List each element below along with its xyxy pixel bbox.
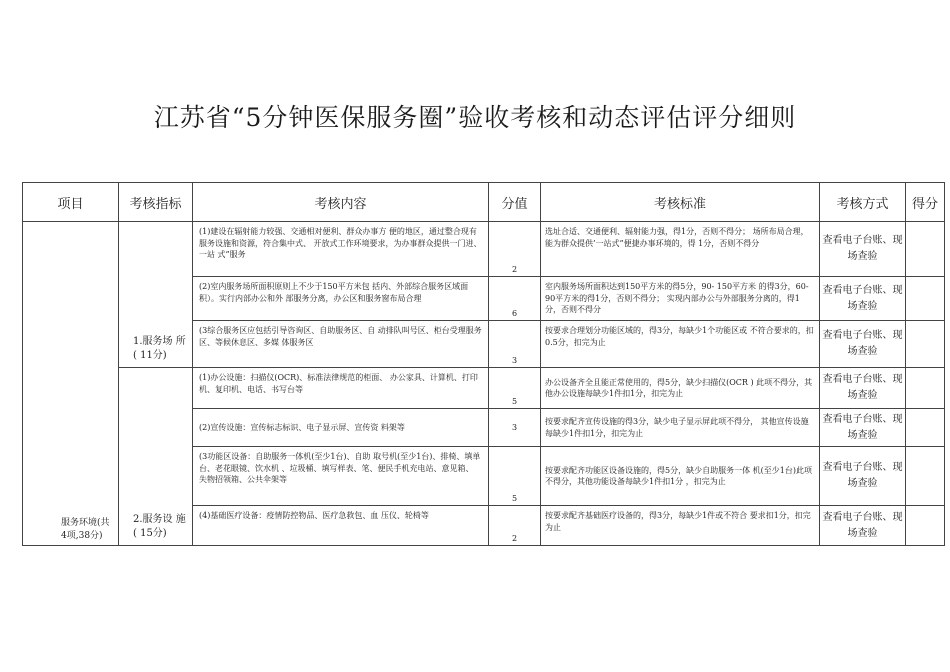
score-cell: 3 xyxy=(489,409,541,447)
table-row xyxy=(23,368,945,409)
standard-cell: 按要求配齐基础医疗设备的，得3分，每缺少1件或不符合 要求扣1分，扣完为止 xyxy=(541,506,820,546)
method-cell: 查看电子台账、现场查验 xyxy=(820,277,906,321)
obtained-score-cell[interactable] xyxy=(906,222,945,277)
content-cell: (3综合服务区应包括引导咨询区、自助服务区、自 动排队叫号区、柜台受理服务区、等候休息区、多媒 体服务区 xyxy=(193,321,489,368)
category-label: 服务环境(共4项,38分) xyxy=(61,518,110,541)
obtained-score-cell[interactable] xyxy=(906,368,945,409)
standard-cell: 办公设备齐全且能正常使用的，得5分，缺少扫描仪(OCR ) 此项不得分，其他办公设施每缺少1件扣1分，扣完为止 xyxy=(541,368,820,409)
score-cell: 2 xyxy=(489,222,541,277)
obtained-score-cell[interactable] xyxy=(906,506,945,546)
table-row xyxy=(23,222,945,277)
obtained-score-cell[interactable] xyxy=(906,321,945,368)
content-cell: (1)办公设施：扫描仪(OCR)、标准法律规范的柜面、 办公家具、计算机、打印机、复印机、电话、书写台等 xyxy=(193,368,489,409)
scoring-table xyxy=(22,182,945,546)
obtained-score-cell[interactable] xyxy=(906,409,945,447)
score-cell: 3 xyxy=(489,321,541,368)
method-cell: 查看电子台账、现场查验 xyxy=(820,368,906,409)
score-cell: 6 xyxy=(489,277,541,321)
page-title: 江苏省“5分钟医保服务圈”验收考核和动态评估评分细则 xyxy=(153,103,797,132)
header-obtained: 得分 xyxy=(906,183,945,222)
standard-cell: 按要求合理划分功能区域的，得3分，每缺少1个功能区或 不符合要求的，扣0.5分，扣完为止 xyxy=(541,321,820,368)
content-cell: (4)基础医疗设备：疫情防控物品、医疗急救包、血 压仪、轮椅等 xyxy=(193,506,489,546)
indicator-cell xyxy=(119,368,193,546)
standard-cell: 选址合适、交通便利、辐射能力强，得1分，否则不得分； 场所布局合理，能为群众提供’一站式”便捷办事环境的，得 1分，否则不得分 xyxy=(541,222,820,277)
header-score: 分值 xyxy=(489,183,541,222)
score-cell: 5 xyxy=(489,447,541,506)
indicator-cell xyxy=(119,222,193,368)
obtained-score-cell[interactable] xyxy=(906,447,945,506)
standard-cell: 按要求配齐宣传设施的得3分，缺少电子显示屏此项不得分， 其他宣传设施每缺少1件扣1分，扣完为止 xyxy=(541,409,820,447)
header-method: 考核方式 xyxy=(820,183,906,222)
header-indicator: 考核指标 xyxy=(119,183,193,222)
method-cell: 查看电子台账、现场查验 xyxy=(820,222,906,277)
score-cell: 5 xyxy=(489,368,541,409)
indicator-label: 1.服务场 所 ( 11分) xyxy=(133,336,186,361)
category-cell xyxy=(23,222,119,546)
method-cell: 查看电子台账、现场查验 xyxy=(820,447,906,506)
header-project: 项目 xyxy=(23,183,119,222)
indicator-label: 2.服务设 施 ( 15分) xyxy=(133,514,186,539)
content-cell: (2)室内服务场所面积原则上不少于150平方米包 括内、外部综合服务区域面积）。实行内部办公和外 部服务分离，办公区和服务窗布局合理 xyxy=(193,277,489,321)
content-cell: (2)宣传设施：宣传标志标识、电子显示屏、宣传资 料架等 xyxy=(193,409,489,447)
content-cell: (1)建设在辐射能力较强、交通相对便利、群众办事方 便的地区，通过整合现有服务设施和资源，符合集中式、 开放式工作环境要求，为办事群众提供一门进、一站 式”服务 xyxy=(193,222,489,277)
obtained-score-cell[interactable] xyxy=(906,277,945,321)
method-cell: 查看电子台账、现场查验 xyxy=(820,506,906,546)
header-content: 考核内容 xyxy=(193,183,489,222)
header-standard: 考核标准 xyxy=(541,183,820,222)
standard-cell: 按要求配齐功能区设备设施的，得5分，缺少自助服务一体 机(至少1台)此项不得分，其他功能设备每缺少1件扣1分 ，扣完为止 xyxy=(541,447,820,506)
standard-cell: 室内服务场所面积达到150平方米的得5分，90- 150平方米 的得3分，60-90平方米的得1分，否则不得分； 实现内部办公与外部服务分离的，得1分，否则不得分 xyxy=(541,277,820,321)
header-row xyxy=(23,183,945,222)
content-cell: (3功能区设备：自助服务一体机(至少1台)、自助 取号机(至少1台)、排椅、填单台、老花眼镜、饮水机 、垃圾桶、填写样表、笔、便民手机充电站、意见箱、 失物招领箱、公共伞架等 xyxy=(193,447,489,506)
method-cell: 查看电子台账、现场查验 xyxy=(820,321,906,368)
score-cell: 2 xyxy=(489,506,541,546)
method-cell: 查看电子台账、现场查验 xyxy=(820,409,906,447)
